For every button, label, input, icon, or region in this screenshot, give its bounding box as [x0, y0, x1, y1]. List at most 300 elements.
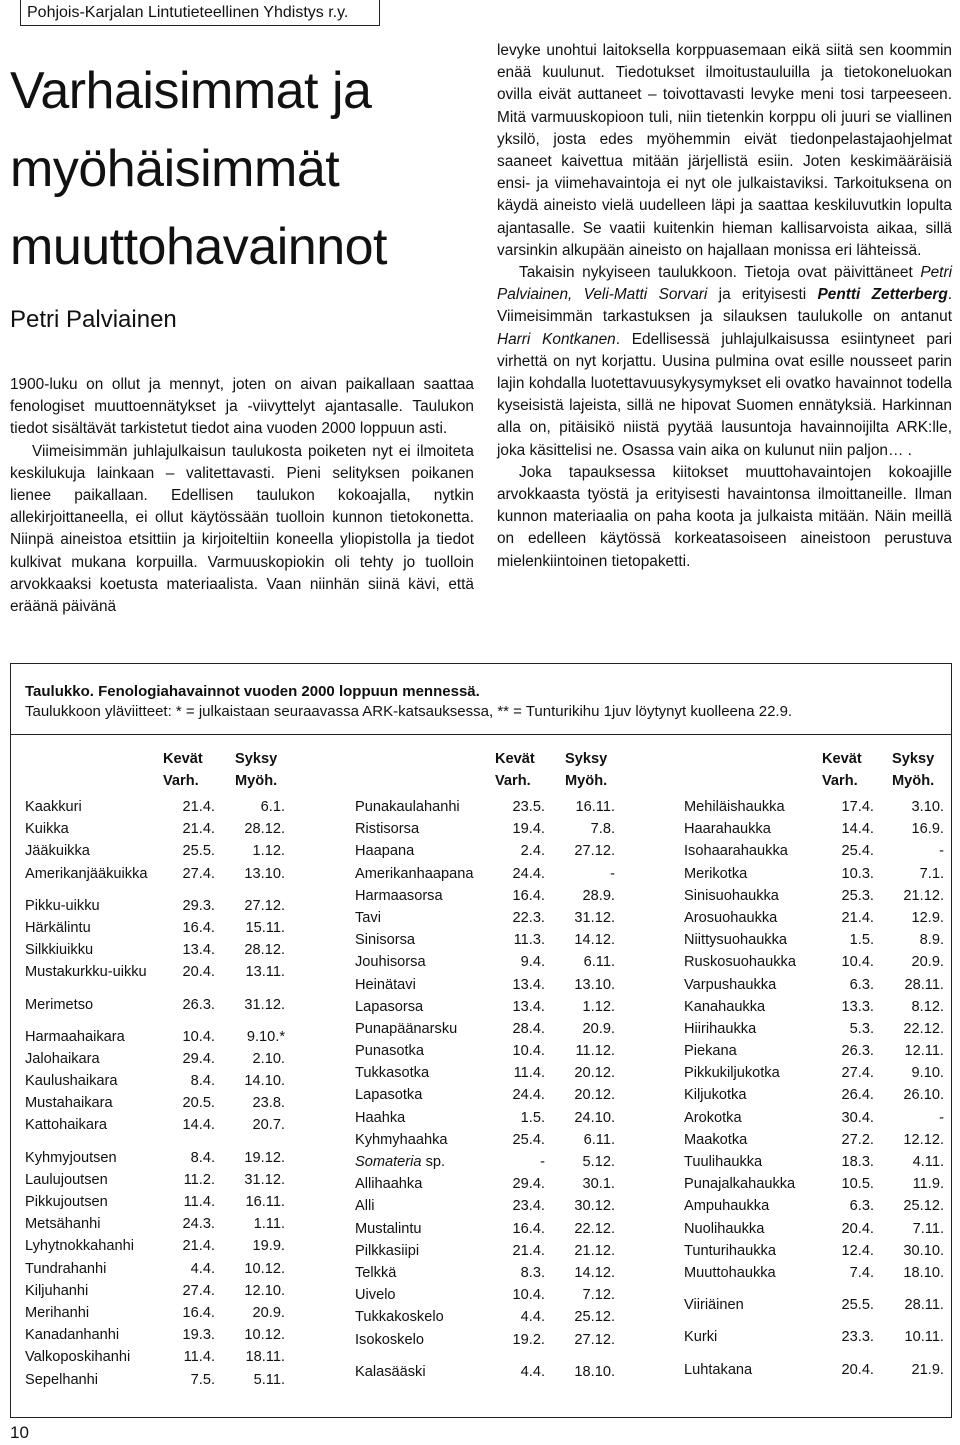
species-name: Pilkkasiipi — [355, 1242, 420, 1259]
spring-earliest: 8.3. — [520, 1264, 545, 1281]
spring-earliest: 24.4. — [512, 1087, 545, 1104]
spring-earliest: 13.4. — [512, 976, 545, 993]
species-name: Mehiläishaukka — [684, 799, 785, 815]
species-name: Punapäänarsku — [355, 1020, 458, 1037]
autumn-latest: 13.10. — [574, 976, 615, 993]
paragraph: Joka tapauksessa kiitokset muuttohavaintojen kokoajille arvokkaasta työstä ja erityisesti havaintonsa ilmoittaneille. Ilman kunnon materiaalia on paha koota ja julkaista mitään. Näin meillä on edelleen käytössä korkeatasoiseen aineistoon perustuva mielenkiintoinen tietopaketti. — [497, 463, 952, 570]
autumn-latest: 10.12. — [244, 1260, 285, 1277]
autumn-latest: 28.12. — [244, 821, 285, 838]
autumn-latest: 26.10. — [903, 1087, 944, 1104]
species-name: Kaakkuri — [25, 799, 82, 815]
spring-earliest: 11.4. — [183, 1194, 215, 1210]
table-row — [684, 1151, 944, 1173]
autumn-latest: 27.12. — [244, 897, 285, 914]
species-name: Pikkukiljukotka — [684, 1065, 780, 1082]
species-name: Isohaarahaukka — [684, 843, 788, 860]
spring-earliest: 13.3. — [841, 998, 874, 1015]
organization-header — [20, 0, 380, 26]
phenology-table — [10, 663, 952, 1418]
divider — [11, 734, 951, 735]
table-row — [684, 929, 944, 951]
species-name: Viiriäinen — [684, 1297, 744, 1314]
title-line: Varhaisimmat ja — [10, 62, 372, 120]
table-row — [684, 1218, 944, 1240]
autumn-latest: 30.10. — [903, 1242, 944, 1259]
text-run: ja erityisesti — [707, 286, 818, 304]
species-name: Valkoposkihanhi — [25, 1349, 131, 1366]
spring-earliest: 26.3. — [841, 1043, 874, 1060]
spring-earliest: 11.2. — [183, 1171, 215, 1188]
species-name: Nuolihaukka — [684, 1220, 765, 1237]
table-row — [25, 1213, 285, 1235]
text-run: . Edellisessä juhlajulkaisussa esiintyneet pari virhettä on nyt korjattu. Uusina pulmina ovat esille nousseet parin lajin kohdalla luotettavuusykysymykset eli ovatko havainnot todella kyseisistä lajeista, sillä ne hipovat Suomen ennätyksiä. Harkinnan alla on, pitäisikö niistä pyytää lausuntoja havainnoijilta ARK:lle, joka käsittelisi ne. Osassa vain aika on kulunut niin paljon… . — [497, 330, 952, 459]
spring-earliest: 20.5. — [182, 1095, 215, 1112]
spring-earliest: 27.4. — [182, 865, 215, 882]
autumn-latest: 13.11. — [245, 964, 285, 981]
autumn-latest: 30.12. — [574, 1198, 615, 1215]
autumn-latest: 7.11. — [912, 1220, 944, 1237]
spring-earliest: 21.4. — [182, 1238, 215, 1255]
spring-earliest: 13.4. — [182, 942, 215, 959]
autumn-latest: 9.10. — [911, 1065, 944, 1082]
table-row — [25, 1235, 285, 1257]
species-name: Alli — [355, 1198, 375, 1215]
table-row — [355, 1329, 615, 1351]
spring-earliest: 11.4. — [183, 1349, 215, 1366]
species-name: Niittysuohaukka — [684, 932, 788, 949]
table-row — [684, 1107, 944, 1129]
paragraph: levyke unohtui laitoksella korppuasemaan eikä siitä sen koommin enää kuulunut. Tiedotukset ilmoitustauluilla ja tietokoneluokan ovilla eivät auttaneet – toivottavasti levyke meni tosi tarpeeseen. Mitä varmuuskopioon tuli, niin tietenkin korppu oli juuri se viallinen yksilö, josta edes myöhemmin eivät tiedonpelastajaohjelmat saaneet kaivettua mitään järjellistä esiin. Joten keskimääräisiä ensi- ja viimehavaintoja ei nyt ole julkaistaviksi. Tarkoituksena on käydä aineisto vielä uudelleen läpi ja saattaa keskiluvutkin lopulta ajantasalle. Se vaatii kuitenkin hieman kallisarvoista aikaa, sillä varsinkin alkupään aineisto on hajallaan monissa eri lähteissä. — [497, 42, 952, 259]
table-row — [684, 1018, 944, 1040]
table-row — [684, 1062, 944, 1084]
autumn-latest: 30.1. — [582, 1176, 615, 1193]
spring-earliest: 19.4. — [512, 821, 545, 838]
table-row — [25, 1302, 285, 1324]
table-row — [355, 1240, 615, 1262]
spring-earliest: 10.4. — [182, 1028, 215, 1045]
species-name: Amerikanhaapana — [355, 865, 474, 882]
spring-earliest: 5.3. — [849, 1020, 874, 1037]
species-name: Telkkä — [355, 1264, 397, 1281]
species-name: Jalohaikara — [25, 1050, 100, 1067]
autumn-latest: 12.11. — [904, 1043, 944, 1060]
table-row — [25, 1092, 285, 1114]
autumn-latest: 14.10. — [244, 1073, 285, 1090]
autumn-latest: 24.10. — [574, 1109, 615, 1126]
table-row — [25, 917, 285, 939]
spring-earliest: 14.4. — [182, 1117, 215, 1134]
table-row — [355, 1361, 615, 1383]
spring-earliest: 20.4. — [182, 964, 215, 981]
table-row — [684, 907, 944, 929]
table-row — [684, 1359, 944, 1381]
autumn-latest: 20.12. — [574, 1087, 615, 1104]
table-column — [355, 748, 615, 1383]
table-row — [25, 840, 285, 862]
table-row — [355, 1218, 615, 1240]
credited-names: Petri Palviainen, Veli-Matti Sorvari — [497, 264, 952, 304]
spring-earliest: 24.3. — [182, 1216, 215, 1233]
table-row — [25, 994, 285, 1016]
table-row — [684, 1129, 944, 1151]
species-name: Härkälintu — [25, 919, 91, 936]
autumn-latest: 22.12. — [574, 1220, 615, 1237]
spring-earliest: 2.4. — [520, 843, 545, 860]
table-title: Taulukko. Fenologiahavainnot vuoden 2000 loppuun mennessä. — [25, 683, 480, 700]
spring-earliest: 26.3. — [182, 996, 215, 1013]
species-name: Kyhmyjoutsen — [25, 1149, 117, 1166]
autumn-latest: 20.9. — [911, 954, 944, 971]
table-row — [25, 1280, 285, 1302]
spring-earliest: 19.3. — [182, 1327, 215, 1344]
column-header — [684, 748, 944, 796]
autumn-latest: 9.10.* — [246, 1028, 285, 1045]
table-row — [25, 1147, 285, 1169]
species-name: Merihanhi — [25, 1304, 90, 1321]
species-name: Sinisuohaukka — [684, 887, 779, 904]
column-header — [355, 748, 615, 796]
autumn-latest: 16.11. — [245, 1194, 285, 1210]
species-name: Pikku-uikku — [25, 897, 100, 914]
table-row — [25, 895, 285, 917]
autumn-latest: 27.12. — [574, 1331, 615, 1348]
table-row — [355, 1107, 615, 1129]
species-name: Kattohaikara — [25, 1117, 107, 1134]
table-row — [25, 1369, 285, 1391]
spring-earliest: 16.4. — [182, 919, 215, 936]
table-row — [25, 796, 285, 818]
spring-earliest: 10.4. — [512, 1043, 545, 1060]
spring-earliest: 24.4. — [512, 865, 545, 882]
species-name: Merikotka — [684, 865, 748, 882]
autumn-latest: 2.10. — [252, 1050, 285, 1067]
species-name: Harmaahaikara — [25, 1028, 125, 1045]
species-name: Luhtakana — [684, 1361, 753, 1378]
spring-earliest: 13.4. — [512, 998, 545, 1015]
species-name: Lyhytnokkahanhi — [25, 1238, 134, 1255]
species-name: Punakaulahanhi — [355, 799, 460, 815]
table-row — [684, 1195, 944, 1217]
autumn-latest: 21.12. — [574, 1242, 615, 1259]
autumn-latest: 28.12. — [244, 942, 285, 959]
spring-earliest: 23.4. — [512, 1198, 545, 1215]
spring-earliest: - — [540, 1154, 545, 1170]
spring-earliest: 28.4. — [512, 1020, 545, 1037]
table-row — [355, 929, 615, 951]
spring-earliest: 1.5. — [849, 932, 874, 949]
species-name: Ristisorsa — [355, 821, 420, 838]
spring-earliest: 20.4. — [841, 1361, 874, 1378]
paragraph: 1900-luku on ollut ja mennyt, joten on aivan paikallaan saattaa fenologiset muuttoennätykset ja -viivyttelyt ajantasalle. Taulukon tiedot sisältävät tarkistetut tiedot aina vuoden 2000 loppuun asti. — [10, 376, 474, 438]
autumn-latest: 18.10. — [903, 1264, 944, 1281]
spring-earliest: 23.3. — [841, 1329, 874, 1346]
autumn-latest: 25.12. — [574, 1309, 615, 1326]
spring-earliest: 18.3. — [841, 1154, 874, 1170]
table-row — [25, 961, 285, 983]
autumn-latest: 7.1. — [919, 865, 944, 882]
table-row — [684, 1262, 944, 1284]
autumn-latest: 28.9. — [582, 887, 615, 904]
species-name: Mustakurkku-uikku — [25, 964, 147, 981]
table-row — [25, 1258, 285, 1280]
autumn-latest: 21.12. — [903, 887, 944, 904]
autumn-latest: 6.11. — [583, 1131, 615, 1148]
species-name: Ampuhaukka — [684, 1198, 770, 1215]
species-name: Haarahaukka — [684, 821, 771, 838]
autumn-latest: 28.11. — [904, 976, 944, 993]
species-name: Allihaahka — [355, 1176, 423, 1193]
spring-earliest: 8.4. — [190, 1073, 215, 1090]
header-label: Myöh. — [892, 773, 935, 789]
species-name: Tukkakoskelo — [355, 1309, 444, 1326]
autumn-latest: 6.11. — [583, 954, 615, 971]
table-subtitle: Taulukkoon yläviitteet: * = julkaistaan seuraavassa ARK-katsauksessa, ** = Tunturikihu 1juv löytynyt kuolleena 22.9. — [25, 703, 793, 720]
autumn-latest: 6.1. — [260, 799, 285, 815]
autumn-latest: 19.9. — [252, 1238, 285, 1255]
autumn-latest: 11.9. — [912, 1176, 944, 1193]
species-name: Punajalkahaukka — [684, 1176, 796, 1193]
autumn-latest: 10.11. — [904, 1329, 944, 1346]
header-label: Syksy — [892, 751, 935, 767]
species-name: Tuulihaukka — [684, 1154, 763, 1170]
spring-earliest: 27.2. — [841, 1131, 874, 1148]
table-row — [25, 1048, 285, 1070]
table-row — [684, 818, 944, 840]
spring-earliest: 4.4. — [520, 1363, 545, 1380]
article-title — [10, 52, 470, 286]
autumn-latest: 5.12. — [582, 1154, 615, 1170]
autumn-latest: 18.11. — [245, 1349, 285, 1366]
autumn-latest: 12.12. — [903, 1131, 944, 1148]
species-name: Hiirihaukka — [684, 1020, 757, 1037]
species-name: Varpushaukka — [684, 976, 777, 993]
species-name: Kanahaukka — [684, 998, 766, 1015]
spring-earliest: 7.4. — [849, 1264, 874, 1281]
spring-earliest: 26.4. — [841, 1087, 874, 1104]
table-row — [684, 1173, 944, 1195]
title-line: muuttohavainnot — [10, 218, 387, 276]
table-row — [25, 818, 285, 840]
species-name: Harmaasorsa — [355, 887, 443, 904]
spring-earliest: 23.5. — [512, 799, 545, 815]
table-row — [355, 1018, 615, 1040]
table-row — [355, 907, 615, 929]
species-name: Arosuohaukka — [684, 909, 778, 926]
species-name: Somateria sp. — [355, 1154, 446, 1170]
spring-earliest: 4.4. — [190, 1260, 215, 1277]
autumn-latest: 13.10. — [244, 865, 285, 882]
spring-earliest: 1.5. — [520, 1109, 545, 1126]
article-author: Petri Palviainen — [10, 306, 177, 333]
species-name: Jääkuikka — [25, 843, 90, 860]
species-name: Piekana — [684, 1043, 737, 1060]
spring-earliest: 27.4. — [182, 1282, 215, 1299]
table-row — [684, 1040, 944, 1062]
autumn-latest: 20.9. — [252, 1304, 285, 1321]
autumn-latest: 14.12. — [574, 932, 615, 949]
table-row — [355, 1284, 615, 1306]
autumn-latest: 11.12. — [575, 1043, 615, 1060]
spring-earliest: 7.5. — [190, 1371, 215, 1388]
header-label: Syksy — [235, 751, 278, 767]
spring-earliest: 10.3. — [841, 865, 874, 882]
autumn-latest: 28.11. — [904, 1297, 944, 1314]
species-name: Sepelhanhi — [25, 1371, 99, 1388]
species-name: Maakotka — [684, 1131, 748, 1148]
table-row — [355, 996, 615, 1018]
autumn-latest: 16.11. — [575, 799, 615, 815]
spring-earliest: 10.4. — [512, 1287, 545, 1304]
autumn-latest: 3.10. — [911, 799, 944, 815]
spring-earliest: 20.4. — [841, 1220, 874, 1237]
article-column-left — [10, 374, 474, 618]
table-row — [684, 974, 944, 996]
header-label: Varh. — [822, 773, 858, 789]
species-name: Arokotka — [684, 1109, 742, 1126]
spring-earliest: 29.3. — [182, 897, 215, 914]
table-row — [684, 840, 944, 862]
spring-earliest: 21.4. — [182, 799, 215, 815]
table-row — [684, 1084, 944, 1106]
table-row — [355, 1084, 615, 1106]
autumn-latest: 7.12. — [582, 1287, 615, 1304]
species-name: Heinätavi — [355, 976, 416, 993]
autumn-latest: 16.9. — [911, 821, 944, 838]
species-name: Kurki — [684, 1329, 718, 1346]
table-caption — [25, 682, 792, 722]
autumn-latest: 8.9. — [919, 932, 944, 949]
table-row — [355, 974, 615, 996]
species-name: Amerikanjääkuikka — [25, 865, 148, 882]
species-name: Muuttohaukka — [684, 1264, 776, 1281]
autumn-latest: 12.9. — [911, 909, 944, 926]
table-row — [355, 951, 615, 973]
species-name: Haahka — [355, 1109, 406, 1126]
autumn-latest: 31.12. — [244, 1171, 285, 1188]
spring-earliest: 9.4. — [520, 954, 545, 971]
species-name: Merimetso — [25, 996, 94, 1013]
species-name: Tukkasotka — [355, 1065, 430, 1082]
species-name: Punasotka — [355, 1043, 424, 1060]
spring-earliest: 30.4. — [841, 1109, 874, 1126]
spring-earliest: 25.5. — [841, 1297, 874, 1314]
spring-earliest: 14.4. — [841, 821, 874, 838]
spring-earliest: 17.4. — [841, 799, 874, 815]
table-row — [684, 796, 944, 818]
table-row — [25, 1169, 285, 1191]
table-row — [684, 885, 944, 907]
table-row — [25, 939, 285, 961]
spring-earliest: 16.4. — [512, 1220, 545, 1237]
autumn-latest: 15.11. — [245, 919, 285, 936]
table-row — [355, 840, 615, 862]
spring-earliest: 11.4. — [513, 1065, 545, 1082]
species-name: Sinisorsa — [355, 932, 416, 949]
species-name: Tunturihaukka — [684, 1242, 776, 1259]
species-name: Haapana — [355, 843, 415, 860]
table-row — [355, 1062, 615, 1084]
spring-earliest: 25.5. — [182, 843, 215, 860]
article-column-right — [497, 40, 952, 573]
organization-name: Pohjois-Karjalan Lintutieteellinen Yhdistys r.y. — [27, 4, 349, 21]
autumn-latest: 20.12. — [574, 1065, 615, 1082]
species-name: Tundrahanhi — [25, 1260, 107, 1277]
page-number: 10 — [10, 1423, 29, 1442]
header-label: Myöh. — [565, 773, 608, 789]
spring-earliest: 16.4. — [182, 1304, 215, 1321]
table-row — [355, 796, 615, 818]
table-row — [25, 863, 285, 885]
table-row — [355, 1129, 615, 1151]
autumn-latest: 20.9. — [582, 1020, 615, 1037]
species-name: Lapasorsa — [355, 998, 424, 1015]
credited-name-bold: Pentti Zetterberg — [817, 286, 948, 304]
table-row — [355, 818, 615, 840]
spring-earliest: 6.3. — [849, 976, 874, 993]
autumn-latest: 7.8. — [590, 821, 615, 838]
spring-earliest: 10.5. — [841, 1176, 874, 1193]
autumn-latest: 31.12. — [244, 996, 285, 1013]
species-name: Kalasääski — [355, 1363, 426, 1380]
credited-name: Harri Kontkanen — [497, 330, 616, 348]
species-name: Mustalintu — [355, 1220, 422, 1237]
autumn-latest: 20.7. — [252, 1117, 285, 1134]
species-name: Laulujoutsen — [25, 1171, 108, 1188]
header-label: Varh. — [163, 773, 199, 789]
table-row — [355, 1262, 615, 1284]
species-name: Silkkiuikku — [25, 942, 94, 959]
header-label: Myöh. — [235, 773, 278, 789]
autumn-latest: 19.12. — [244, 1149, 285, 1166]
autumn-latest: 1.12. — [582, 998, 615, 1015]
table-row — [684, 863, 944, 885]
spring-earliest: 25.3. — [841, 887, 874, 904]
header-label: Kevät — [163, 751, 203, 767]
paragraph: Viimeisimmän juhlajulkaisun taulukosta poiketen nyt ei ilmoiteta keskilukuja lainkaan – valitettavasti. Pieni selityksen poikanen lienee paikallaan. Edellisen taulukon kokoajalla, nytkin allekirjoittaneella, ei ollut käytössään tuolloin kunnon tietokonetta. Niinpä aineistoa etsittiin ja kirjoiteltiin koneella yliopistolla ja tiedot kulkivat mukana korpuilla. Varmuuskopiokin oli tehty jo tuolloin arvokkaaksi koetusta materiaalista. Vaan niinhän siinä kävi, että eräänä päivänä — [10, 442, 474, 616]
table-row — [684, 1240, 944, 1262]
header-label: Syksy — [565, 751, 608, 767]
autumn-latest: 8.12. — [911, 998, 944, 1015]
table-row — [25, 1324, 285, 1346]
header-label: Kevät — [495, 751, 535, 767]
table-row — [25, 1114, 285, 1136]
autumn-latest: 21.9. — [911, 1361, 944, 1378]
spring-earliest: 27.4. — [841, 1065, 874, 1082]
spring-earliest: 29.4. — [182, 1050, 215, 1067]
spring-earliest: 8.4. — [190, 1149, 215, 1166]
species-name: Kanadanhanhi — [25, 1327, 120, 1344]
spring-earliest: 12.4. — [841, 1242, 874, 1259]
autumn-latest: 4.11. — [912, 1154, 944, 1170]
table-column — [25, 748, 285, 1391]
species-name: Lapasotka — [355, 1087, 423, 1104]
table-row — [684, 996, 944, 1018]
table-row — [25, 1070, 285, 1092]
spring-earliest: 25.4. — [841, 843, 874, 860]
species-name: Isokoskelo — [355, 1331, 424, 1348]
species-name: Ruskosuohaukka — [684, 954, 796, 971]
autumn-latest: 27.12. — [574, 843, 615, 860]
spring-earliest: 21.4. — [182, 821, 215, 838]
autumn-latest: 31.12. — [574, 909, 615, 926]
spring-earliest: 25.4. — [512, 1131, 545, 1148]
species-name: Metsähanhi — [25, 1216, 101, 1233]
species-name: Jouhisorsa — [355, 954, 426, 971]
species-name: Mustahaikara — [25, 1095, 113, 1112]
table-row — [25, 1191, 285, 1213]
text-run: . Viimeisimmän tarkastuksen ja silauksen taulukolle on antanut — [497, 286, 953, 326]
species-name: Tavi — [355, 909, 381, 926]
